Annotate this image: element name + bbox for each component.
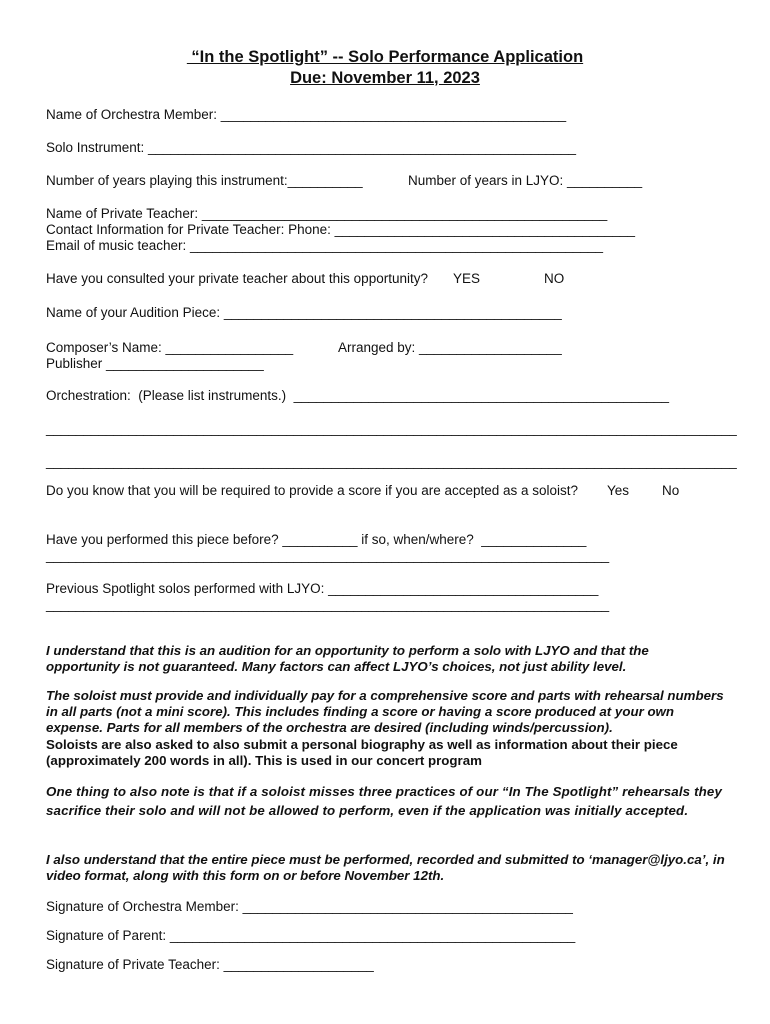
submission-rule: I also understand that the entire piece must be performed, recorded and submitted to ‘manager@ljyo.ca’, in video format, along with this form on or before November 12th. <box>46 852 725 884</box>
teacher-contact-field[interactable]: Contact Information for Private Teacher: Phone: ________________________________________ <box>46 222 635 237</box>
arranged-by-field[interactable]: Arranged by: ___________________ <box>338 340 562 355</box>
rehearsal-rule: One thing to also note is that if a soloist misses three practices of our “In The Spotlight” rehearsals they sacrifice their solo and will not be allowed to perform, even if the application was initially accepted. <box>46 784 723 818</box>
performed-before-line[interactable]: ___________________________________________________________________________ <box>46 548 610 563</box>
solo-instrument-field[interactable]: Solo Instrument: _________________________________________________________ <box>46 140 577 155</box>
private-teacher-field[interactable]: Name of Private Teacher: ______________________________________________________ <box>46 206 608 221</box>
years-playing-field[interactable]: Number of years playing this instrument:__________ <box>46 173 363 188</box>
audition-notice: I understand that this is an audition for an opportunity to perform a solo with LJYO and that the opportunity is not guaranteed. Many factors can affect LJYO’s choices, not just ability level. <box>46 643 649 675</box>
consulted-yes-option[interactable]: YES <box>453 271 481 286</box>
performed-before-field[interactable]: Have you performed this piece before? __________ if so, when/where? ______________ <box>46 532 587 547</box>
score-no-option[interactable]: No <box>662 483 680 498</box>
consulted-question: Have you consulted your private teacher about this opportunity? <box>46 271 428 286</box>
orchestration-field[interactable]: Orchestration: (Please list instruments.) __________________________________________________ <box>46 388 669 403</box>
score-question: Do you know that you will be required to provide a score if you are accepted as a soloist? <box>46 483 579 498</box>
due-date: Due: November 11, 2023 <box>290 69 480 87</box>
score-responsibility: The soloist must provide and individually pay for a comprehensive score and parts with rehearsal numbers in all parts (not a mini score). This includes finding a score or having a score produced at your own expense. Parts for all members of the orchestra are desired (including winds/percussion). <box>46 688 724 736</box>
teacher-email-field[interactable]: Email of music teacher: _______________________________________________________ <box>46 238 603 253</box>
years-ljyo-field[interactable]: Number of years in LJYO: __________ <box>408 173 643 188</box>
score-yes-option[interactable]: Yes <box>607 483 630 498</box>
parent-signature-field[interactable]: Signature of Parent: ______________________________________________________ <box>46 928 576 943</box>
orchestra-member-field[interactable]: Name of Orchestra Member: ______________________________________________ <box>46 107 567 122</box>
audition-piece-field[interactable]: Name of your Audition Piece: _____________________________________________ <box>46 305 562 320</box>
previous-solos-field[interactable]: Previous Spotlight solos performed with LJYO: ____________________________________ <box>46 581 599 596</box>
publisher-field[interactable]: Publisher _____________________ <box>46 356 264 371</box>
consulted-no-option[interactable]: NO <box>544 271 565 286</box>
orchestration-line[interactable]: ____________________________________________________________________________________________ <box>46 454 737 469</box>
teacher-signature-field[interactable]: Signature of Private Teacher: ____________________ <box>46 957 374 972</box>
page-title: “In the Spotlight” -- Solo Performance Application <box>186 48 584 66</box>
member-signature-field[interactable]: Signature of Orchestra Member: ____________________________________________ <box>46 899 573 914</box>
composer-field[interactable]: Composer’s Name: _________________ <box>46 340 294 355</box>
biography-request: Soloists are also asked to also submit a personal biography as well as information about their piece (approximately 200 words in all). This is used in our concert program <box>46 737 678 769</box>
orchestration-line[interactable]: ____________________________________________________________________________________________ <box>46 421 737 436</box>
previous-solos-line[interactable]: ___________________________________________________________________________ <box>46 597 610 612</box>
